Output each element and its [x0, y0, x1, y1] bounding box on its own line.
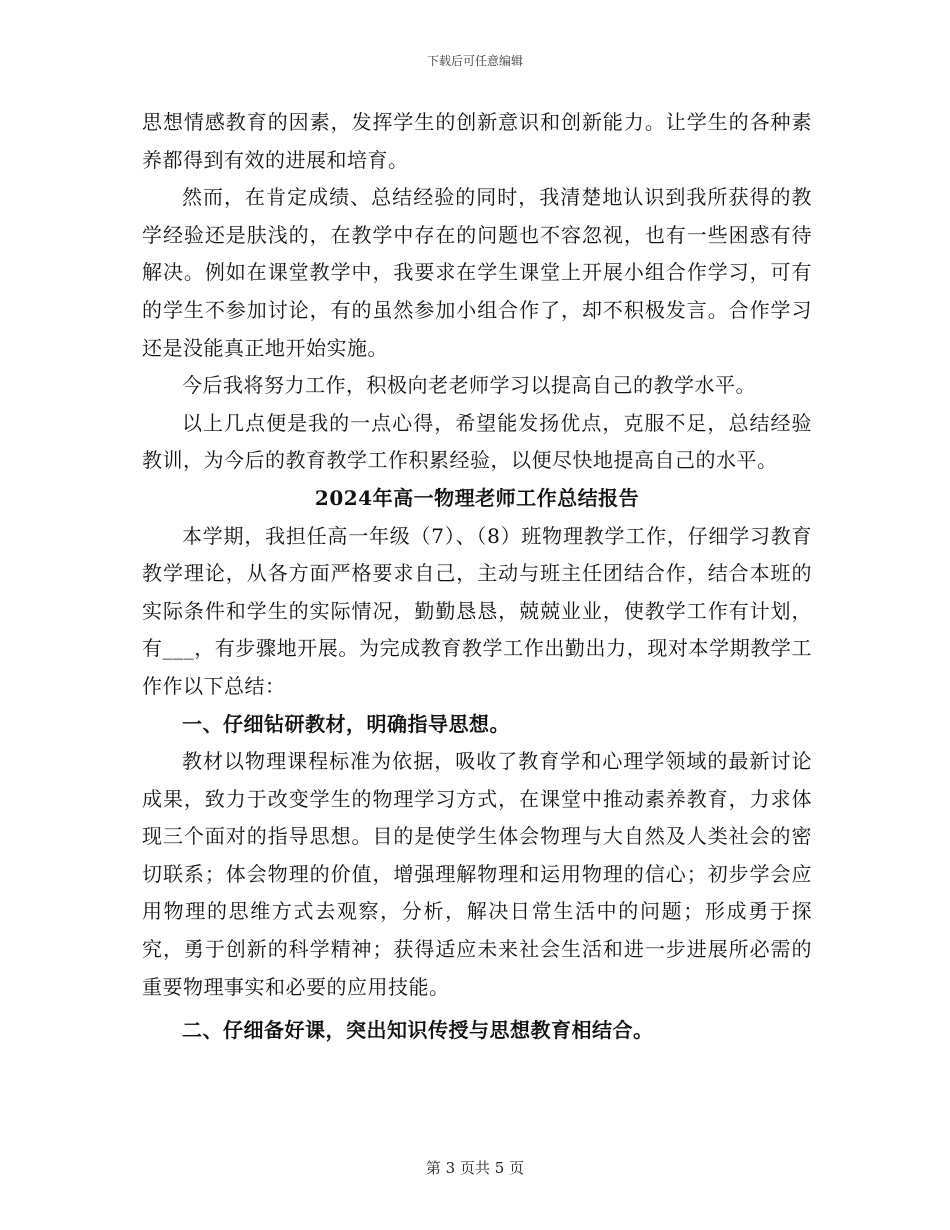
paragraph-intro: 本学期，我担任高一年级（7）、（8）班物理教学工作，仔细学习教育教学理论，从各方面严格要求自己，主动与班主任团结合作，结合本班的实际条件和学生的实际情况，勤勤恳恳，兢兢业业，使教学工作有计划，有___，有步骤地开展。为完成教育教学工作出勤出力，现对本学期教学工作作以下总结： — [142, 523, 812, 698]
paragraph-conclusion: 以上几点便是我的一点心得，希望能发扬优点，克服不足，总结经验教训，为今后的教育教学工作积累经验，以便尽快地提高自己的水平。 — [142, 410, 812, 473]
document-title: 2024年高一物理老师工作总结报告 — [314, 485, 640, 510]
page-footer: 第 3 页共 5 页 — [425, 1159, 525, 1177]
section-heading-2: 二、仔细备好课，突出知识传授与思想教育相结合。 — [182, 1018, 654, 1043]
paragraph-reflection: 然而，在肯定成绩、总结经验的同时，我清楚地认识到我所获得的教学经验还是肤浅的，在教学中存在的问题也不容忽视，也有一些困惑有待解决。例如在课堂教学中，我要求在学生课堂上开展小组合作学习，可有的学生不参加讨论，有的虽然参加小组合作了，却不积极发言。合作学习还是没能真正地开始实施。 — [142, 185, 812, 360]
section-heading-1: 一、仔细钻研教材，明确指导思想。 — [182, 711, 510, 736]
paragraph-future-plan: 今后我将努力工作，积极向老老师学习以提高自己的教学水平。 — [182, 373, 756, 398]
paragraph-continuation: 思想情感教育的因素，发挥学生的创新意识和创新能力。让学生的各种素养都得到有效的进展和培育。 — [142, 110, 812, 172]
document-body — [142, 104, 812, 1050]
page-header: 下载后可任意编辑 — [426, 54, 523, 68]
paragraph-section-1: 教材以物理课程标准为依据，吸收了教育学和心理学领域的最新讨论成果，致力于改变学生的物理学习方式，在课堂中推动素养教育，力求体现三个面对的指导思想。目的是使学生体会物理与大自然及人类社会的密切联系；体会物理的价值，增强理解物理和运用物理的信心；初步学会应用物理的思维方式去观察，分析，解决日常生活中的问题；形成勇于探究，勇于创新的科学精神；获得适应未来社会生活和进一步进展所必需的重要物理事实和必要的应用技能。 — [142, 749, 812, 999]
